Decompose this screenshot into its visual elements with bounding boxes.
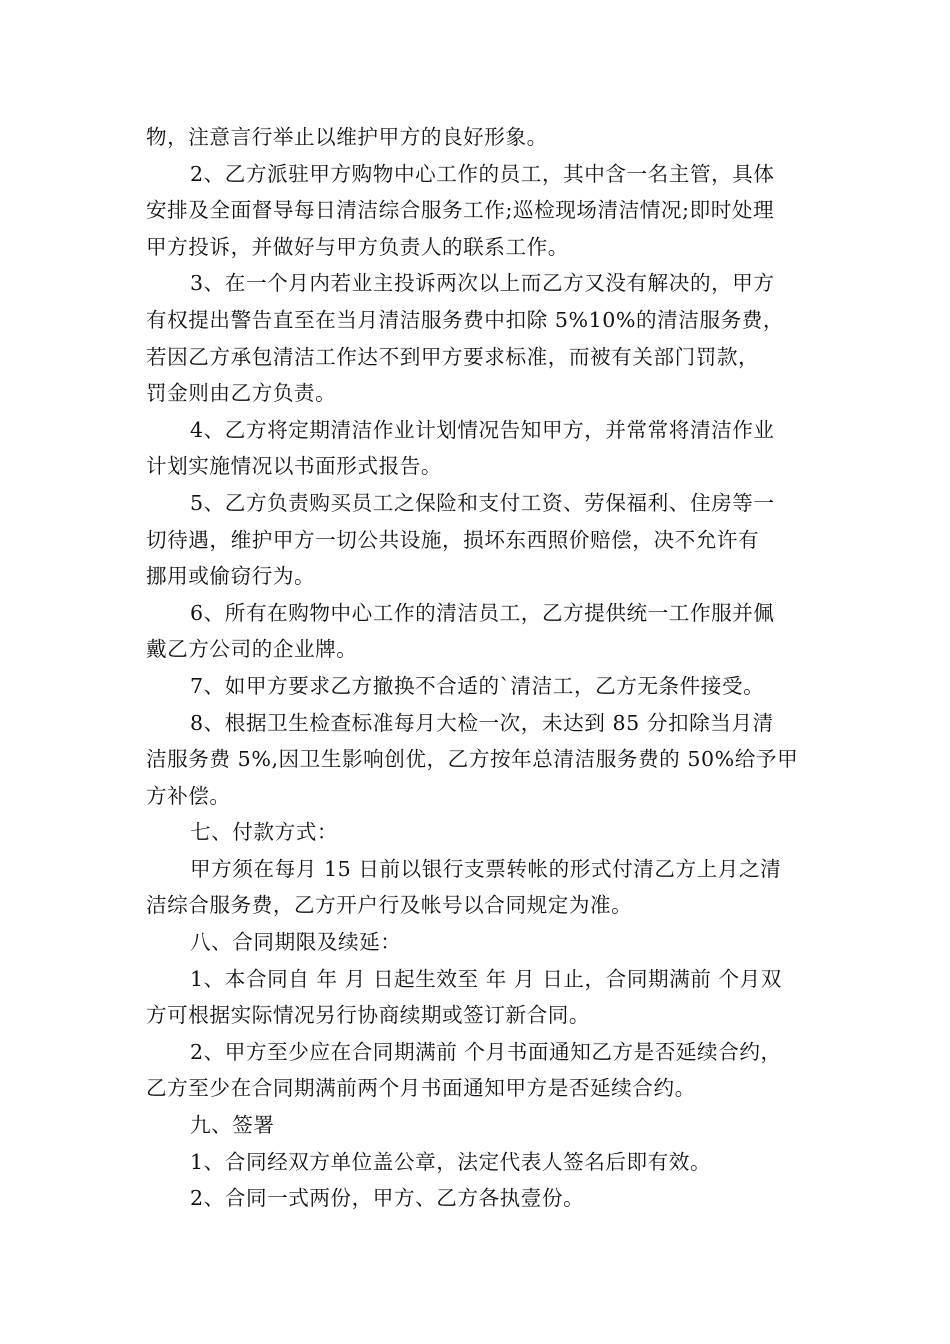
text-line: 罚金则由乙方负责。 bbox=[146, 381, 337, 406]
text-line: 2、合同一式两份，甲方、乙方各执壹份。 bbox=[190, 1186, 585, 1211]
contract-paragraph bbox=[146, 412, 836, 485]
contract-paragraph bbox=[146, 961, 836, 1034]
text-line: 戴乙方公司的企业牌。 bbox=[146, 637, 358, 662]
contract-paragraph bbox=[146, 851, 836, 924]
text-line: 1、本合同自 年 月 日起生效至 年 月 日止，合同期满前 个月双 bbox=[190, 966, 782, 991]
contract-paragraph bbox=[146, 705, 836, 815]
text-line: 七、付款方式： bbox=[190, 820, 339, 845]
text-line: 6、所有在购物中心工作的清洁员工，乙方提供统一工作服并佩 bbox=[190, 600, 775, 625]
text-line: 1、合同经双方单位盖公章，法定代表人签名后即有效。 bbox=[190, 1149, 712, 1174]
text-line: 2、甲方至少应在合同期满前 个月书面通知乙方是否延续合约， bbox=[190, 1039, 782, 1064]
contract-paragraph bbox=[146, 156, 836, 266]
contract-paragraph bbox=[146, 485, 836, 595]
contract-paragraph bbox=[146, 668, 836, 705]
text-line: 乙方至少在合同期满前两个月书面通知甲方是否延续合约。 bbox=[146, 1076, 696, 1101]
text-line: 切待遇，维护甲方一切公共设施，损坏东西照价赔偿，决不允许有 bbox=[146, 527, 760, 552]
text-line: 九、签署 bbox=[190, 1113, 275, 1138]
contract-paragraph bbox=[146, 1034, 836, 1107]
text-line: 5、乙方负责购买员工之保险和支付工资、劳保福利、住房等一 bbox=[190, 490, 775, 515]
contract-paragraph bbox=[146, 924, 836, 961]
text-line: 甲方投诉，并做好与甲方负责人的联系工作。 bbox=[146, 234, 569, 259]
text-line: 物，注意言行举止以维护甲方的良好形象。 bbox=[146, 125, 548, 149]
contract-paragraph bbox=[146, 1107, 836, 1144]
text-line: 挪用或偷窃行为。 bbox=[146, 564, 316, 589]
text-line: 有权提出警告直至在当月清洁服务费中扣除 5%10%的清洁服务费， bbox=[146, 307, 785, 332]
text-line: 计划实施情况以书面形式报告。 bbox=[146, 454, 443, 479]
contract-paragraph bbox=[146, 814, 836, 851]
text-line: 甲方须在每月 15 日前以银行支票转帐的形式付清乙方上月之清 bbox=[190, 856, 782, 881]
document-body bbox=[146, 119, 836, 1217]
contract-paragraph bbox=[146, 595, 836, 668]
text-line: 洁服务费 5%,因卫生影响创优，乙方按年总清洁服务费的 50%给予甲 bbox=[146, 747, 799, 772]
contract-paragraph bbox=[146, 119, 836, 156]
text-line: 八、合同期限及续延： bbox=[190, 930, 402, 955]
text-line: 3、在一个月内若业主投诉两次以上而乙方又没有解决的，甲方 bbox=[190, 271, 775, 296]
contract-paragraph bbox=[146, 1144, 836, 1181]
contract-paragraph bbox=[146, 265, 836, 411]
contract-paragraph bbox=[146, 1180, 836, 1217]
text-line: 洁综合服务费，乙方开户行及帐号以合同规定为准。 bbox=[146, 893, 633, 918]
text-line: 若因乙方承包清洁工作达不到甲方要求标准，而被有关部门罚款， bbox=[146, 344, 760, 369]
text-line: 7、如甲方要求乙方撤换不合适的`清洁工，乙方无条件接受。 bbox=[190, 673, 765, 698]
text-line: 4、乙方将定期清洁作业计划情况告知甲方，并常常将清洁作业 bbox=[190, 417, 775, 442]
text-line: 安排及全面督导每日清洁综合服务工作;巡检现场清洁情况;即时处理 bbox=[146, 198, 775, 223]
text-line: 方补偿。 bbox=[146, 783, 231, 808]
text-line: 方可根据实际情况另行协商续期或签订新合同。 bbox=[146, 1003, 591, 1028]
text-line: 2、乙方派驻甲方购物中心工作的员工，其中含一名主管，具体 bbox=[190, 161, 775, 186]
text-line: 8、根据卫生检查标准每月大检一次，未达到 85 分扣除当月清 bbox=[190, 710, 774, 735]
